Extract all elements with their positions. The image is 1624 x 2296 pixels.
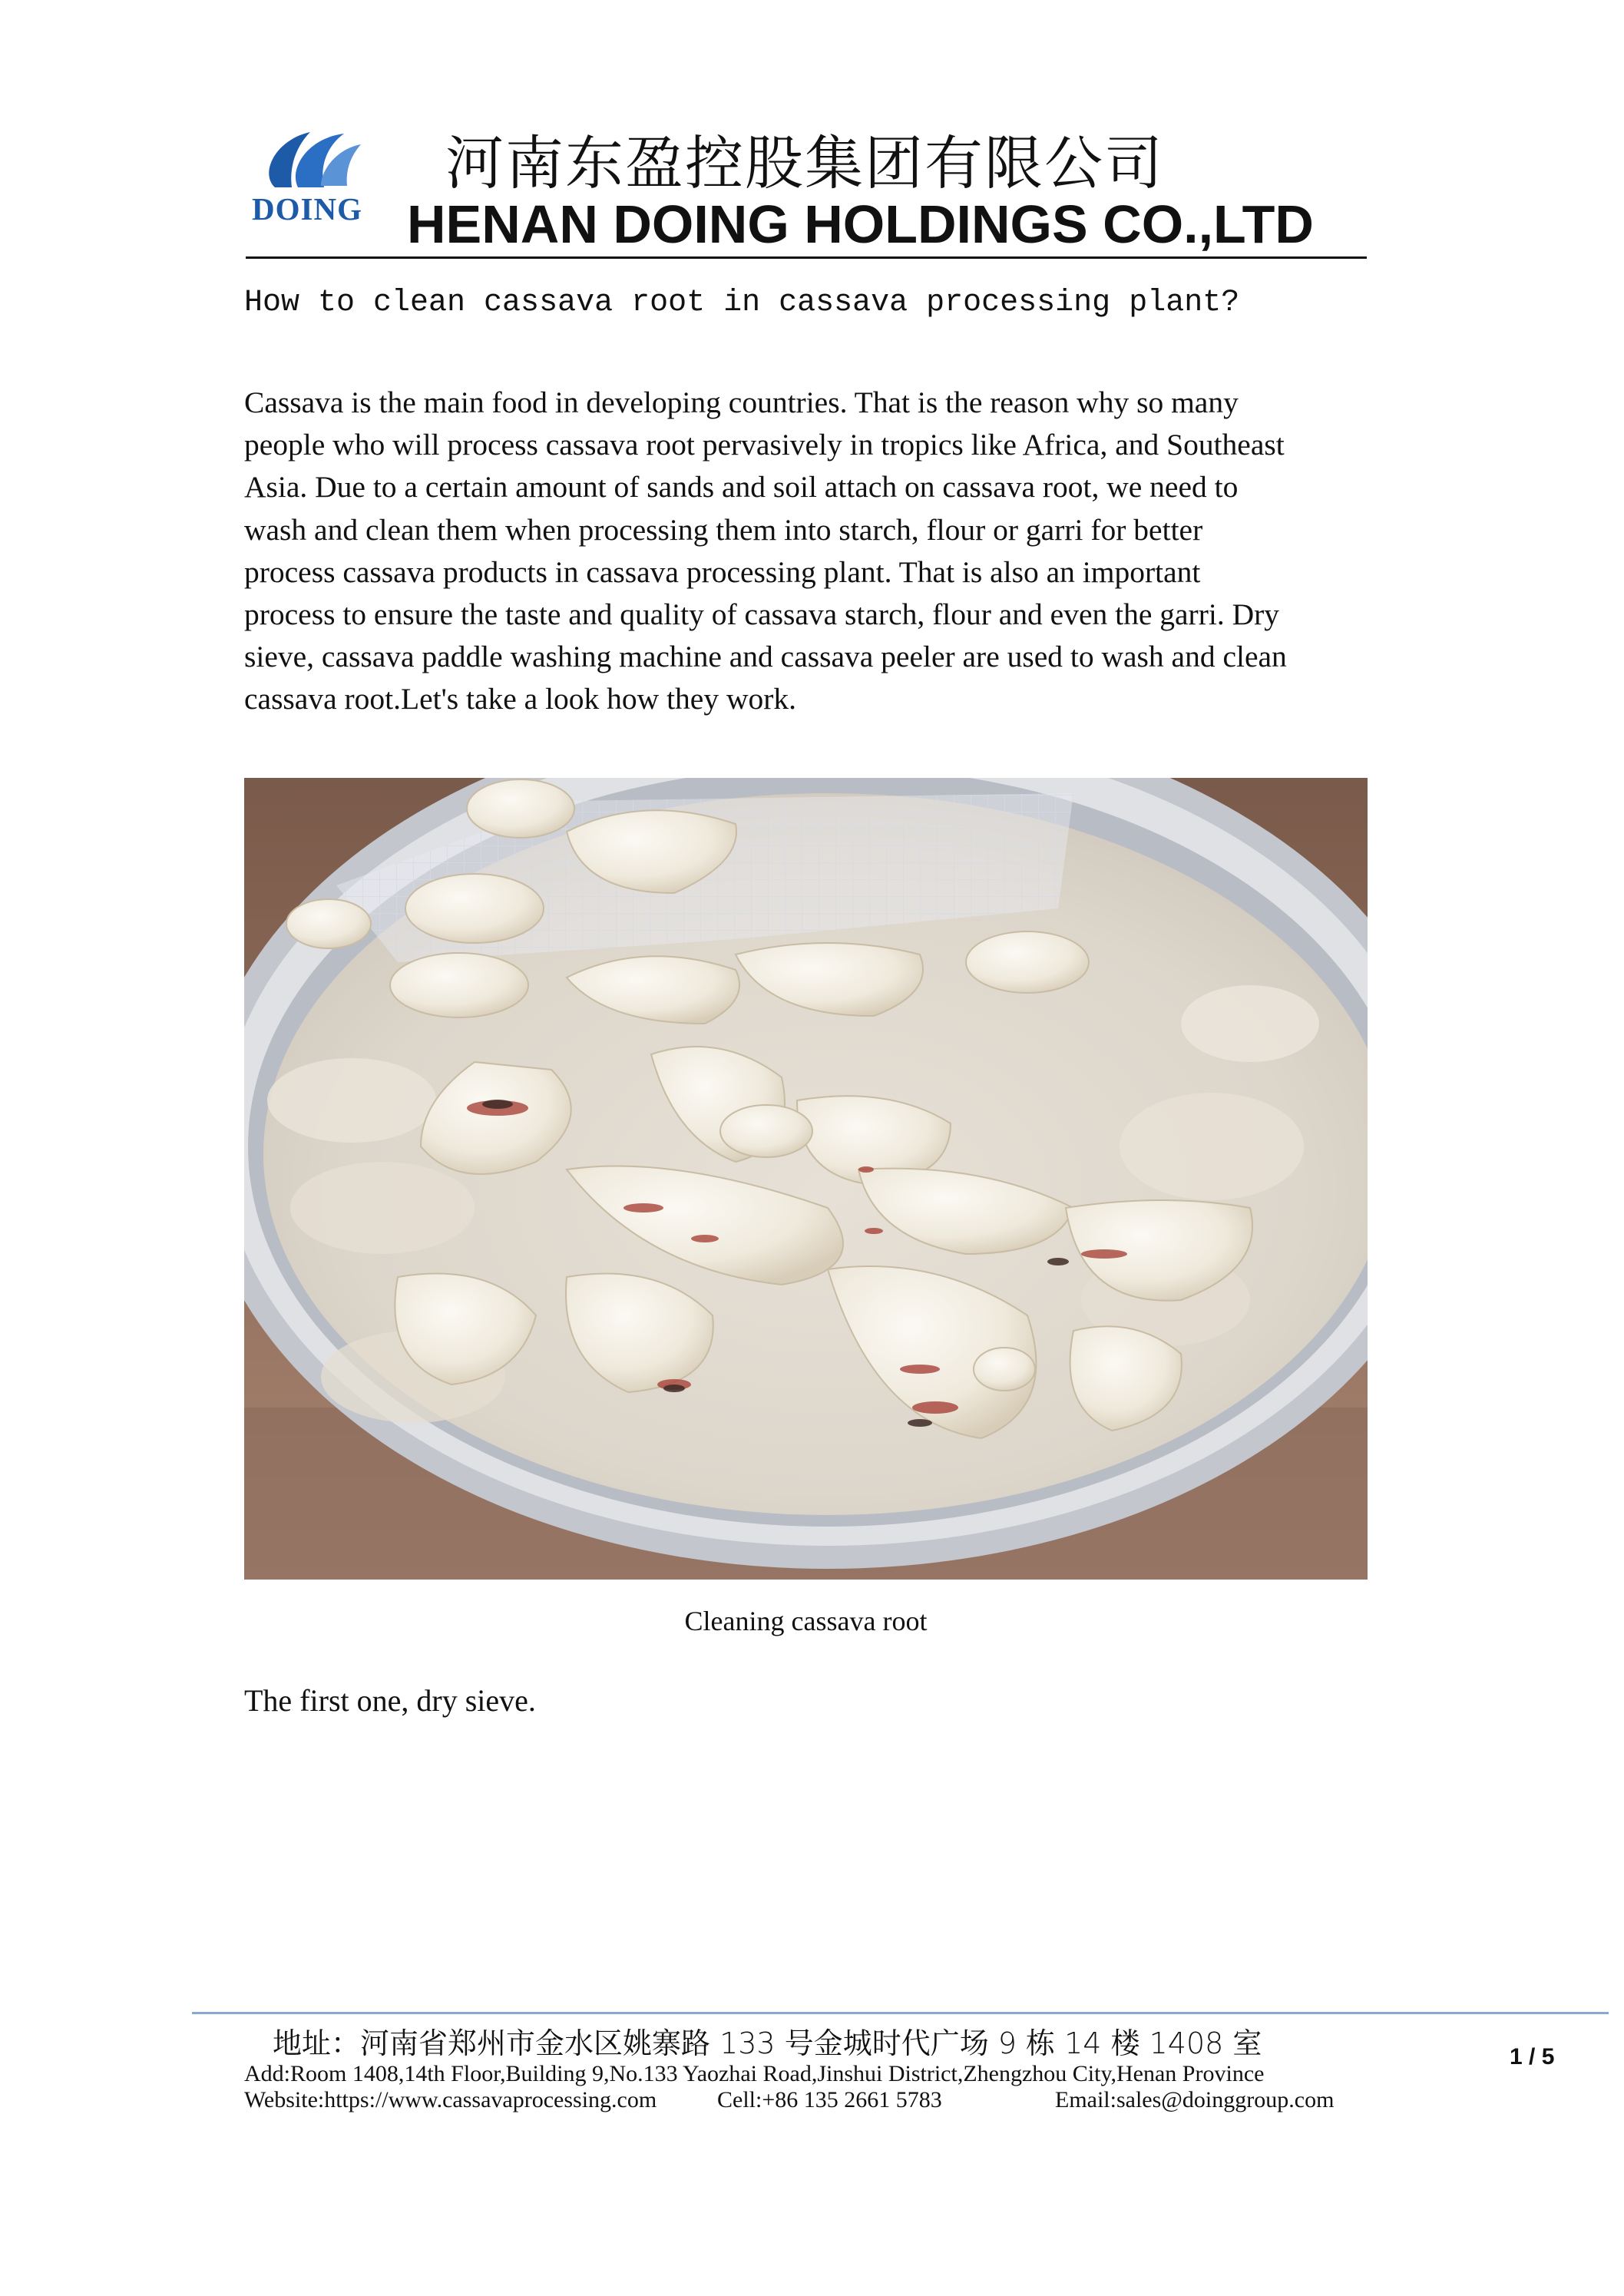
intro-line: Asia. Due to a certain amount of sands and soil attach on cassava root, we need to	[244, 470, 1239, 505]
intro-line: process to ensure the taste and quality of cassava starch, flour and even the garri. Dry	[244, 597, 1279, 632]
intro-paragraph	[244, 382, 1381, 721]
header-divider	[246, 256, 1367, 259]
section-intro: The first one, dry sieve.	[244, 1683, 536, 1718]
footer-divider	[192, 2012, 1609, 2014]
doing-logo-icon	[244, 126, 367, 197]
company-name-english: HENAN DOING HOLDINGS CO.,LTD	[407, 194, 1314, 254]
intro-line: wash and clean them when processing them into starch, flour or garri for better	[244, 512, 1203, 547]
image-caption: Cleaning cassava root	[684, 1606, 928, 1636]
intro-line: process cassava products in cassava processing plant. That is also an important	[244, 554, 1201, 589]
intro-line: people who will process cassava root pervasively in tropics like Africa, and Southeast	[244, 428, 1285, 462]
intro-line: sieve, cassava paddle washing machine and cassava peeler are used to wash and clean	[244, 640, 1287, 674]
cell-number: Cell:+86 135 2661 5783	[717, 2087, 942, 2112]
intro-line: cassava root.Let's take a look how they work.	[244, 682, 797, 716]
company-logo	[244, 126, 367, 226]
intro-line: Cassava is the main food in developing countries. That is the reason why so many	[244, 385, 1239, 419]
email-link[interactable]: Email:sales@doinggroup.com	[1055, 2087, 1335, 2112]
company-name-chinese: 河南东盈控股集团有限公司	[445, 129, 1164, 197]
cassava-basin-image	[244, 778, 1368, 1580]
address-english: Add:Room 1408,14th Floor,Building 9,No.133 Yaozhai Road,Jinshui District,Zhengzhou City,Henan Province	[244, 2061, 1265, 2086]
document-title: How to clean cassava root in cassava processing plant?	[244, 286, 1240, 320]
cassava-photo	[244, 778, 1368, 1580]
logo-text: DOING	[252, 191, 362, 227]
website-link[interactable]: Website:https://www.cassavaprocessing.com	[244, 2087, 657, 2112]
address-chinese: 地址：河南省郑州市金水区姚寨路 133 号金城时代广场 9 栋 14 楼 1408 室	[273, 2026, 1262, 2060]
page-number: 1 / 5	[1510, 2044, 1555, 2069]
